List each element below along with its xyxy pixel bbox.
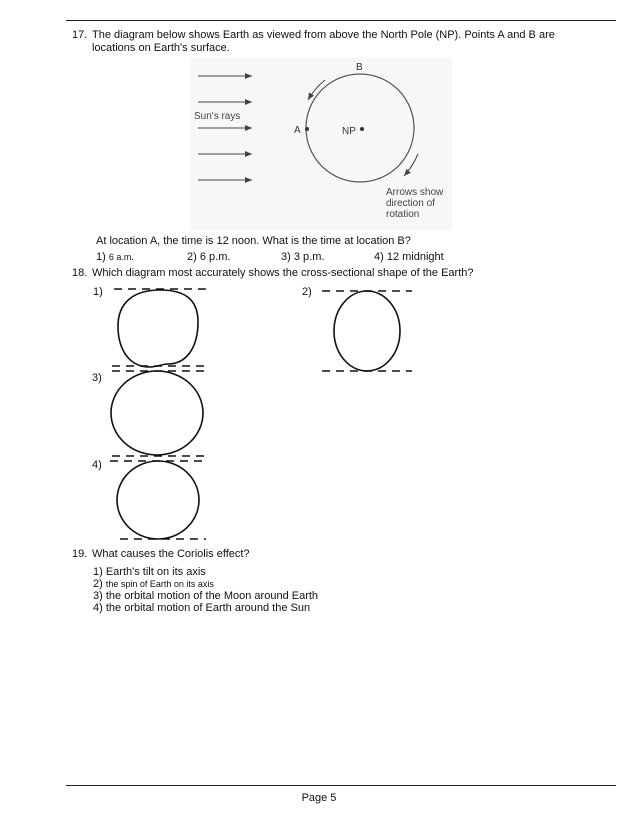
option-number: 3) (281, 251, 291, 263)
label-np: NP (342, 126, 356, 137)
shape-4-circle (110, 461, 206, 539)
arrow-note-line3: rotation (386, 209, 420, 220)
option-text: the spin of Earth on its axis (105, 579, 214, 589)
q17-text-line2: locations on Earth's surface. (92, 42, 230, 54)
option-number: 4) (374, 251, 384, 263)
q19-option-2[interactable] (93, 578, 214, 590)
option-text: Earth's tilt on its axis (105, 566, 206, 578)
arrow-note-line1: Arrows show (386, 187, 444, 198)
q18-number: 18. (72, 267, 88, 279)
q19-option-3[interactable] (93, 590, 318, 602)
footer-rule (66, 785, 616, 786)
suns-rays-label: Sun's rays (194, 111, 241, 122)
shape-1-pear (112, 289, 210, 371)
option-number: 4) (93, 602, 103, 614)
option-number: 3) (93, 590, 103, 602)
label-b: B (356, 62, 363, 73)
option-text: 12 midnight (386, 251, 444, 263)
q19-text: What causes the Coriolis effect? (92, 548, 250, 560)
q17-text-line1: The diagram below shows Earth as viewed from above the North Pole (NP). Points A and B are (92, 29, 555, 41)
page-number: Page 5 (301, 792, 337, 804)
option-number: 1) (93, 566, 103, 578)
option-number: 2) (93, 578, 103, 590)
q19-number: 19. (72, 548, 88, 560)
option-number: 1) (96, 251, 106, 263)
shape-2-tall-ellipse (322, 291, 412, 371)
q18-choice-3-label[interactable]: 3) (92, 372, 102, 384)
q17-number: 17. (72, 29, 88, 41)
q18-text: Which diagram most accurately shows the cross-sectional shape of the Earth? (92, 267, 474, 279)
option-text: 6 a.m. (108, 252, 134, 262)
option-text: 3 p.m. (293, 251, 325, 263)
arrow-note-line2: direction of (386, 198, 435, 209)
option-text: the orbital motion of Earth around the Sun (105, 602, 311, 614)
option-text: the orbital motion of the Moon around Earth (105, 590, 319, 602)
q18-choice-2-label[interactable]: 2) (302, 286, 312, 298)
shape-3-wide-ellipse (111, 371, 204, 456)
q19-option-4[interactable] (93, 602, 310, 614)
option-text: 6 p.m. (199, 251, 231, 263)
q18-choice-4-label[interactable]: 4) (92, 459, 102, 471)
q17-prompt: At location A, the time is 12 noon. What is the time at location B? (96, 235, 411, 247)
label-a: A (294, 125, 301, 136)
q19-option-1[interactable] (93, 566, 206, 578)
option-number: 2) (187, 251, 197, 263)
q18-choice-1-label[interactable]: 1) (93, 286, 103, 298)
